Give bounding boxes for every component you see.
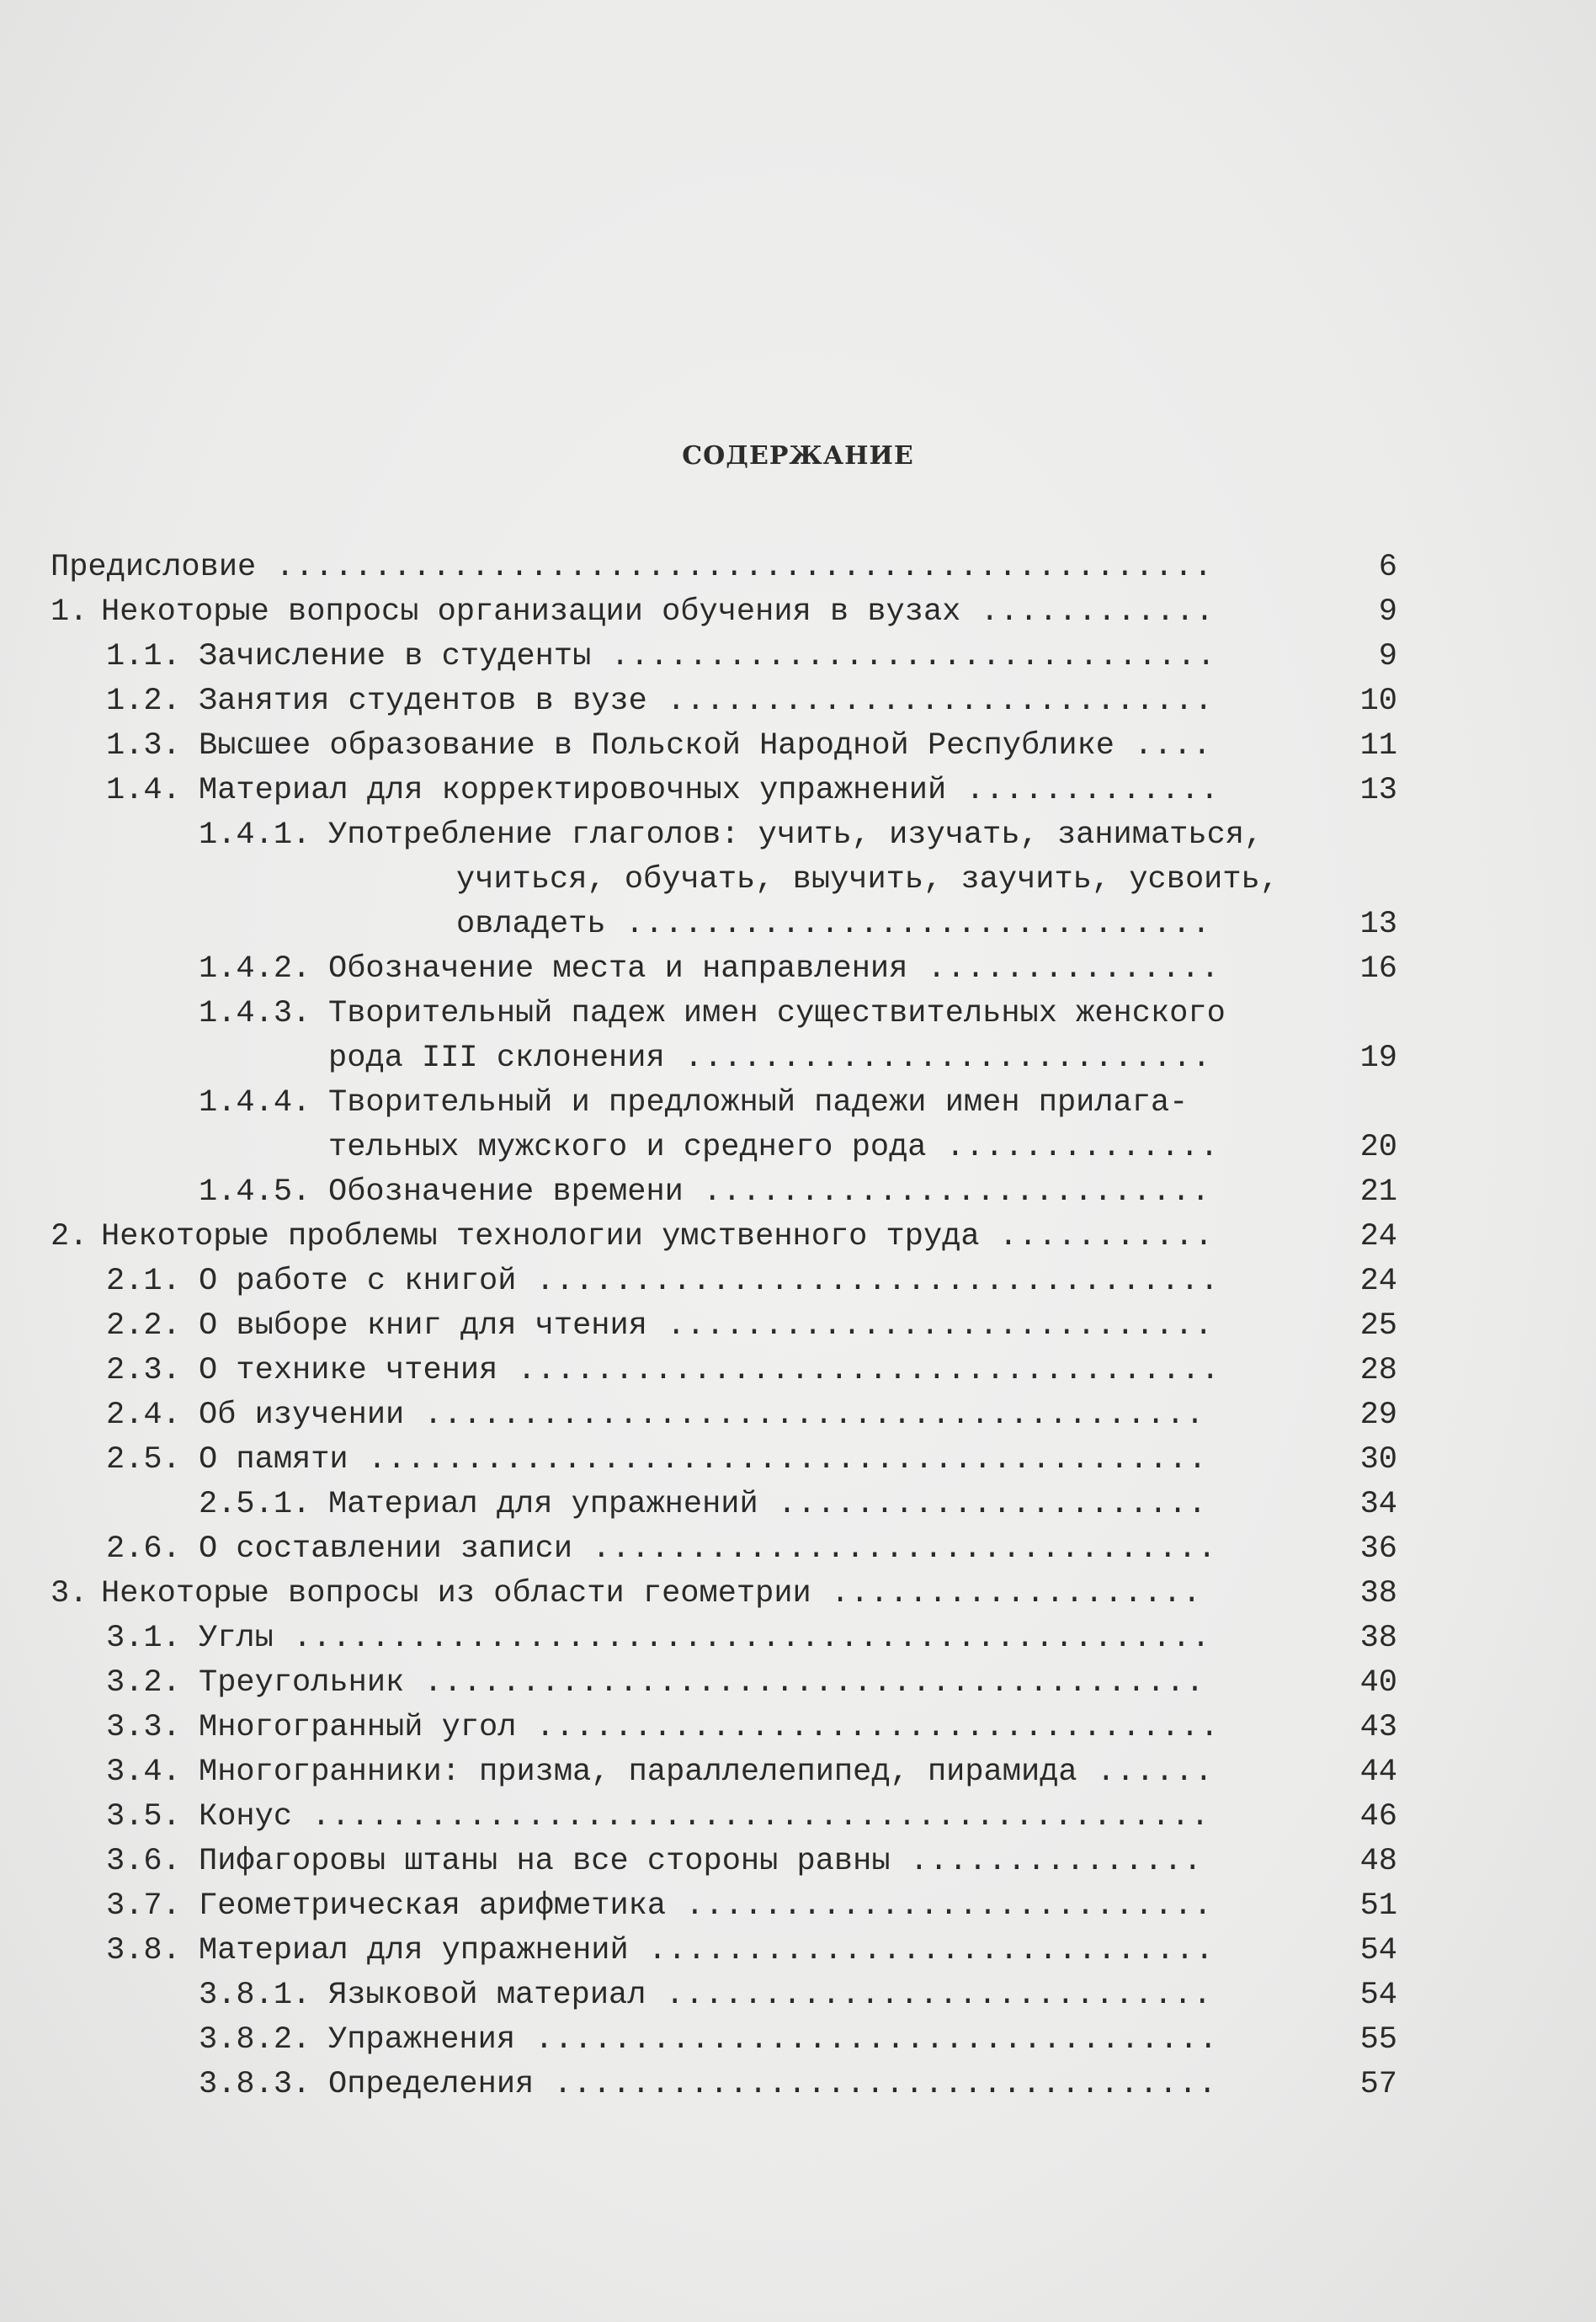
toc-entry-title: Материал для упражнений ...................... — [328, 1487, 1208, 1522]
toc-entry-number: 3.4. — [106, 1755, 181, 1790]
toc-entry-title: Обозначение времени .......................... — [328, 1174, 1211, 1210]
toc-entry-number: 2.3. — [106, 1353, 181, 1388]
toc-entry — [51, 2063, 1397, 2107]
toc-entry — [51, 1661, 1397, 1706]
toc-page-number: 13 — [1359, 773, 1397, 808]
toc-entry-number: 1.1. — [106, 639, 181, 674]
toc-page-number: 28 — [1359, 1353, 1397, 1388]
toc-entry-number: 3. — [51, 1576, 88, 1611]
toc-page-number: 29 — [1359, 1398, 1397, 1433]
dot-leader: ........................... — [666, 1888, 1213, 1924]
toc-entry-title: О технике чтения .................................... — [199, 1353, 1221, 1388]
toc-entry — [51, 1884, 1397, 1929]
toc-page-number: 38 — [1359, 1621, 1397, 1656]
dot-leader: ........................................... — [348, 1442, 1208, 1478]
toc-entry-title: О памяти ........................................... — [199, 1442, 1208, 1478]
toc-entry-number: 1.4.5. — [199, 1174, 311, 1210]
toc-page-number: 21 — [1359, 1174, 1397, 1210]
dot-leader: .... — [1114, 728, 1213, 764]
dot-leader: .......................... — [683, 1174, 1211, 1210]
toc-entry-title: Зачисление в студенты ............................... — [199, 639, 1216, 674]
toc-entry-title: овладеть .............................. — [456, 907, 1211, 942]
toc-entry — [51, 724, 1397, 769]
toc-entry-title: Языковой материал ............................ — [328, 1978, 1213, 2013]
toc-entry — [51, 1081, 1397, 1126]
dot-leader: ...................... — [758, 1487, 1208, 1522]
toc-entry-number: 3.6. — [106, 1844, 181, 1879]
toc-page-number: 24 — [1359, 1219, 1397, 1254]
toc-entry-number: 2.5. — [106, 1442, 181, 1478]
toc-entry — [51, 1929, 1397, 1973]
toc-entry — [51, 1126, 1397, 1170]
toc-entry — [51, 1572, 1397, 1616]
toc-entry-number: 1.4. — [106, 773, 181, 808]
toc-page-number: 13 — [1359, 907, 1397, 942]
toc-entry — [51, 1170, 1397, 1215]
toc-page-number: 25 — [1359, 1308, 1397, 1344]
toc-page-number: 11 — [1359, 728, 1397, 764]
toc-entry-title: Геометрическая арифметика ........................... — [199, 1888, 1213, 1924]
toc-entry — [51, 1260, 1397, 1304]
toc-entry — [51, 1795, 1397, 1840]
dot-leader: ............................ — [646, 1978, 1213, 2013]
page-title: СОДЕРЖАНИЕ — [682, 441, 914, 471]
toc-entry-number: 2.5.1. — [199, 1487, 311, 1522]
toc-entry — [51, 813, 1397, 858]
toc-entry — [51, 947, 1397, 992]
dot-leader: ................................ — [572, 1531, 1217, 1567]
toc-entry-title: О составлении записи ................................ — [199, 1531, 1217, 1567]
toc-page-number: 54 — [1359, 1978, 1397, 2013]
toc-entry — [51, 1393, 1397, 1438]
dot-leader: ............................. — [628, 1933, 1215, 1968]
dot-leader: ............ — [960, 594, 1216, 630]
toc-entry-title: Высшее образование в Польской Народной Республике .... — [199, 728, 1213, 764]
dot-leader: ........................................ — [404, 1665, 1205, 1701]
toc-entry-number: 1. — [51, 594, 88, 630]
dot-leader: .............................................. — [292, 1799, 1210, 1835]
toc-page-number: 30 — [1359, 1442, 1397, 1478]
toc-entry-number: 3.2. — [106, 1665, 181, 1701]
toc-entry-title: Конус .............................................. — [199, 1799, 1210, 1835]
toc-entry-number: 3.8.1. — [199, 1978, 311, 2013]
dot-leader: .................................... — [497, 1353, 1221, 1388]
toc-entry-title: Пифагоровы штаны на все стороны равны ............... — [199, 1844, 1203, 1879]
toc-entry-title: Творительный и предложный падежи имен прилага- — [328, 1085, 1189, 1121]
toc-entry — [51, 1973, 1397, 2018]
toc-entry-title: Занятия студентов в вузе ............................ — [199, 684, 1214, 719]
toc-entry — [51, 1527, 1397, 1572]
toc-entry-title: Некоторые проблемы технологии умственного труда ........... — [101, 1219, 1215, 1254]
dot-leader: ............. — [946, 773, 1221, 808]
toc-entry-number: 1.4.1. — [199, 817, 311, 853]
toc-page-number: 44 — [1359, 1755, 1397, 1790]
dot-leader: ................................... — [516, 1264, 1220, 1299]
toc-page-number: 9 — [1378, 594, 1397, 630]
toc-entry-number: 1.4.3. — [199, 996, 311, 1031]
toc-entry-number: 1.4.4. — [199, 1085, 311, 1121]
toc-entry-number: 2.4. — [106, 1398, 181, 1433]
toc-entry-number: 3.3. — [106, 1710, 181, 1745]
toc-entry — [51, 858, 1397, 903]
toc-entry-number: 2. — [51, 1219, 88, 1254]
dot-leader: ............................ — [646, 1308, 1214, 1344]
toc-entry-title: Многогранный угол ................................... — [199, 1710, 1220, 1745]
dot-leader: .............. — [926, 1130, 1220, 1165]
toc-entry-title: Определения .................................. — [328, 2067, 1218, 2102]
toc-page-number: 34 — [1359, 1487, 1397, 1522]
toc-entry-number: 2.6. — [106, 1531, 181, 1567]
dot-leader: ............................... — [591, 639, 1216, 674]
toc-entry — [51, 1483, 1397, 1527]
dot-leader: ...... — [1077, 1755, 1215, 1790]
toc-page-number: 10 — [1359, 684, 1397, 719]
toc-entry-title: Обозначение места и направления ............... — [328, 951, 1221, 987]
toc-entry — [51, 1438, 1397, 1483]
toc-entry-title: учиться, обучать, выучить, заучить, усвоить, — [456, 862, 1279, 897]
toc-entry — [51, 1616, 1397, 1661]
toc-entry — [51, 769, 1397, 813]
toc-page-number: 9 — [1378, 639, 1397, 674]
toc-entry — [51, 2018, 1397, 2063]
toc-entry-number: 3.8.2. — [199, 2022, 311, 2058]
toc-entry-title: Многогранники: призма, параллелепипед, пирамида ...... — [199, 1755, 1215, 1790]
toc-entry-title: О работе с книгой ................................... — [199, 1264, 1220, 1299]
toc-entry-title: Предисловие ................................................ — [51, 550, 1214, 585]
toc-page-number: 46 — [1359, 1799, 1397, 1835]
toc-entry-title: рода III склонения ........................... — [328, 1041, 1212, 1076]
toc-entry-title: Творительный падеж имен существительных женского — [328, 996, 1226, 1031]
toc-entry-number: 1.2. — [106, 684, 181, 719]
dot-leader: ................................................ — [256, 550, 1214, 585]
toc-entry — [51, 1215, 1397, 1260]
toc-entry-title: О выборе книг для чтения ............................ — [199, 1308, 1214, 1344]
toc-page-number: 43 — [1359, 1710, 1397, 1745]
toc-entry — [51, 635, 1397, 679]
dot-leader: ................................... — [516, 1710, 1220, 1745]
toc-entry-title: Треугольник ........................................ — [199, 1665, 1205, 1701]
toc-entry — [51, 1706, 1397, 1750]
toc-page-number: 20 — [1359, 1130, 1397, 1165]
toc-entry — [51, 992, 1397, 1036]
toc-entry-number: 1.3. — [106, 728, 181, 764]
toc-entry — [51, 679, 1397, 724]
dot-leader: .............................. — [605, 907, 1211, 942]
toc-entry-title: Употребление глаголов: учить, изучать, заниматься, — [328, 817, 1264, 853]
dot-leader: ............................ — [646, 684, 1214, 719]
toc-entry-number: 3.7. — [106, 1888, 181, 1924]
toc-entry — [51, 1304, 1397, 1349]
dot-leader: ........................... — [664, 1041, 1212, 1076]
dot-leader: ........... — [979, 1219, 1215, 1254]
dot-leader: ........................................ — [404, 1398, 1205, 1433]
toc-page-number: 36 — [1359, 1531, 1397, 1567]
toc-entry-number: 3.8.3. — [199, 2067, 311, 2102]
toc-entry — [51, 590, 1397, 635]
toc-entry-number: 2.1. — [106, 1264, 181, 1299]
toc-entry-number: 2.2. — [106, 1308, 181, 1344]
toc-page-number: 51 — [1359, 1888, 1397, 1924]
toc-page-number: 38 — [1359, 1576, 1397, 1611]
toc-entry — [51, 1349, 1397, 1393]
dot-leader: ................... — [811, 1576, 1202, 1611]
dot-leader: ............................................... — [273, 1621, 1211, 1656]
toc-entry-title: Углы ............................................... — [199, 1621, 1211, 1656]
toc-page-number: 16 — [1359, 951, 1397, 987]
toc-entry-title: Некоторые вопросы из области геометрии ................... — [101, 1576, 1202, 1611]
toc-entry-title: Материал для упражнений ............................. — [199, 1933, 1215, 1968]
dot-leader: ............... — [907, 951, 1221, 987]
toc-entry-number: 3.1. — [106, 1621, 181, 1656]
toc-page-number: 55 — [1359, 2022, 1397, 2058]
toc-page-number: 6 — [1378, 550, 1397, 585]
toc-entry-number: 3.8. — [106, 1933, 181, 1968]
dot-leader: ............... — [890, 1844, 1203, 1879]
toc-entry-title: тельных мужского и среднего рода .............. — [328, 1130, 1220, 1165]
toc-entry-number: 3.5. — [106, 1799, 181, 1835]
toc-page-number: 57 — [1359, 2067, 1397, 2102]
toc-page-number: 54 — [1359, 1933, 1397, 1968]
toc-entry — [51, 903, 1397, 947]
toc-page-number: 24 — [1359, 1264, 1397, 1299]
toc-entry — [51, 546, 1397, 590]
toc-page-number: 48 — [1359, 1844, 1397, 1879]
toc-entry-title: Об изучении ........................................ — [199, 1398, 1205, 1433]
toc-entry-title: Некоторые вопросы организации обучения в вузах ............ — [101, 594, 1216, 630]
toc-entry-number: 1.4.2. — [199, 951, 311, 987]
toc-entry — [51, 1750, 1397, 1795]
toc-entry — [51, 1840, 1397, 1884]
toc-page-number: 19 — [1359, 1041, 1397, 1076]
toc-entry-title: Материал для корректировочных упражнений ............. — [199, 773, 1221, 808]
toc-page-number: 40 — [1359, 1665, 1397, 1701]
dot-leader: .................................. — [534, 2067, 1218, 2102]
toc-entry — [51, 1036, 1397, 1081]
toc-entry-title: Упражнения ................................... — [328, 2022, 1219, 2058]
dot-leader: ................................... — [515, 2022, 1219, 2058]
